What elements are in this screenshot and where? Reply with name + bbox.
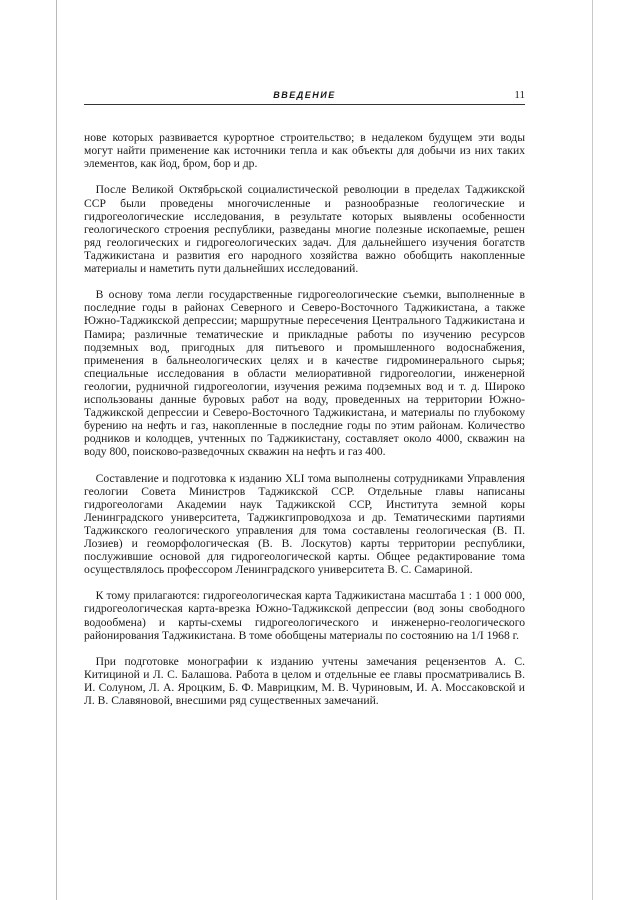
page-edge-left [56,0,57,900]
paragraph: К тому прилагаются: гидрогеологическая карта Таджикистана масштаба 1 : 1 000 000, гидрогеологическая карта-врезка Южно-Таджикской депрессии (вод зоны свободного водообмена) и карты-схемы гидрогеологического и инженерно-геологического районирования Таджикистана. В томе обобщены материалы по состоянию на 1/I 1968 г. [84,589,525,642]
running-title: ВВЕДЕНИЕ [273,90,336,100]
paragraph: После Великой Октябрьской социалистической революции в пределах Таджикской ССР были проведены многочисленные и разнообразные геологические и гидрогеологические исследования, в результате которых выявлены особенности геологического строения республики, разведаны многие полезные ископаемые, решен ряд геологических и гидрогеологических задач. Для дальнейшего изучения богатств Таджикистана и развития его народного хозяйства важно обобщить накопленные материалы и наметить пути дальнейших исследований. [84,183,525,276]
paragraph: Составление и подготовка к изданию XLI тома выполнены сотрудниками Управления геологии Совета Министров Таджикской ССР. Отдельные главы написаны гидрогеологами Академии наук Таджикской ССР, Института земной коры Ленинградского университета, Таджикгипроводхоза и др. Тематическими партиями Таджикского геологического управления для тома составлены геологическая (В. П. Лозиев) и геоморфологическая (В. В. Лоскутов) карты территории республики, послужившие основой для гидрогеологической карты. Общее редактирование тома осуществлялось профессором Ленинградского университета В. С. Самариной. [84,471,525,577]
paragraph: нове которых развивается курортное строительство; в недалеком будущем эти воды могут найти применение как источники тепла и как объекты для добычи из них таких элементов, как йод, бром, бор и др. [84,131,525,171]
page-edge-right [592,0,593,900]
body-text [84,118,525,720]
paragraph: В основу тома легли государственные гидрогеологические съемки, выполненные в последние годы в районах Северного и Северо-Восточного Таджикистана, а также Южно-Таджикской депрессии; маршрутные пересечения Центрального Таджикистана и Памира; различные тематические и прикладные работы по изучению ресурсов подземных вод, пригодных для питьевого и промышленного водоснабжения, применения в бальнеологических целях и в качестве гидроминерального сырья; специальные исследования в области мелиоративной гидрогеологии, инженерной геологии, рудничной гидрогеологии, изучения режима подземных вод и т. д. Широко использованы данные буровых работ на воду, проведенных на территории Южно-Таджикской депрессии и Северо-Восточного Таджикистана, и материалы по глубокому бурению на нефть и газ, накопленные в последние годы по этим районам. Количество родников и колодцев, учтенных по Таджикистану, составляет около 4000, скважин на воду 800, поисково-разведочных скважин на нефть и газ 400. [84,288,525,459]
running-header [84,90,525,105]
paragraph: При подготовке монографии к изданию учтены замечания рецензентов А. С. Китициной и Л. С. Балашова. Работа в целом и отдельные ее главы просматривались В. И. Солуном, Л. А. Яроцким, Б. Ф. Маврицким, М. В. Чуриновым, И. А. Моссаковской и Л. В. Славяновой, внесшими ряд существенных замечаний. [84,654,525,708]
page-number: 11 [514,89,525,101]
